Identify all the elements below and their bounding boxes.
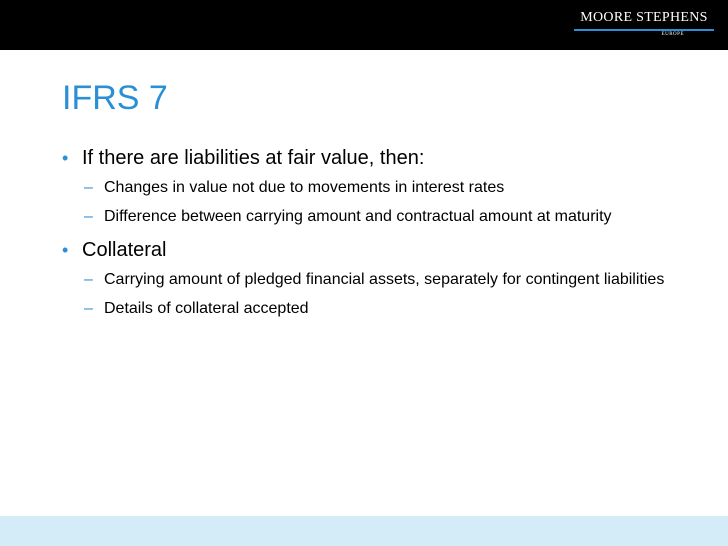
bullet-item-collateral <box>62 238 682 262</box>
moore-stephens-logo <box>574 10 714 38</box>
slide-title: IFRS 7 <box>62 79 168 117</box>
sub-bullet-text: Difference between carrying amount and contractual amount at maturity <box>104 208 612 225</box>
sub-bullet-text: Changes in value not due to movements in interest rates <box>104 179 505 196</box>
dash-icon: – <box>84 208 93 225</box>
sub-bullet-item <box>62 298 682 319</box>
logo-rule <box>574 29 714 31</box>
logo-name: MOORE STEPHENS <box>580 10 708 25</box>
dash-icon: – <box>84 300 93 317</box>
dash-icon: – <box>84 179 93 196</box>
slide-content <box>62 146 682 319</box>
sub-bullet-text: Details of collateral accepted <box>104 300 309 317</box>
sub-bullet-item <box>62 177 682 198</box>
bullet-icon: • <box>62 240 69 260</box>
footer-band <box>0 516 728 546</box>
sub-bullet-text: Carrying amount of pledged financial assets, separately for contingent liabilities <box>104 271 665 288</box>
bullet-text: Collateral <box>82 239 167 261</box>
sub-bullet-item <box>62 269 682 290</box>
bullet-text: If there are liabilities at fair value, then: <box>82 147 425 169</box>
header-bar <box>0 0 728 50</box>
bullet-icon: • <box>62 148 69 168</box>
dash-icon: – <box>84 271 93 288</box>
bullet-item-liabilities <box>62 146 682 170</box>
logo-subtitle: EUROPE <box>661 32 684 37</box>
sub-bullet-item <box>62 206 682 227</box>
